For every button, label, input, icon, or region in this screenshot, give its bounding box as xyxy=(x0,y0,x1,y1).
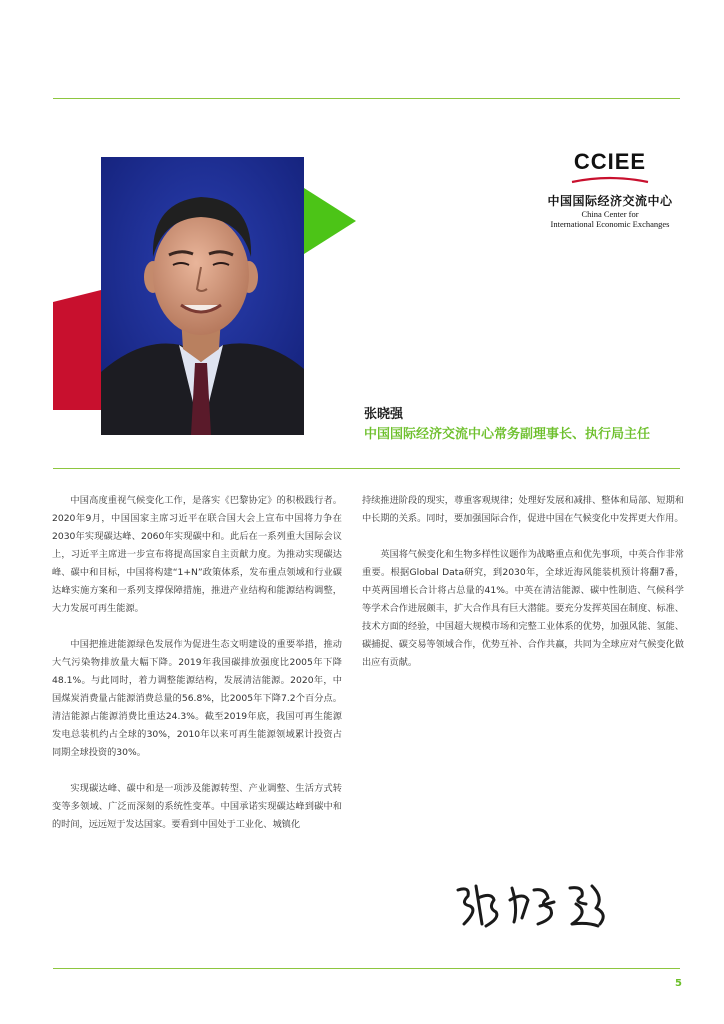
bottom-divider xyxy=(53,968,680,969)
person-name: 张晓强 xyxy=(364,407,404,422)
logo-acronym: CCIEE xyxy=(573,149,647,174)
body-column-left xyxy=(52,492,342,852)
body-paragraph: 实现碳达峰、碳中和是一项涉及能源转型、产业调整、生活方式转变等多领域、广泛而深刻的系统性变革。中国承诺实现碳达峰到碳中和的时间，远远短于发达国家。要看到中国处于工业化、城镇化 xyxy=(52,783,342,830)
body-column-right xyxy=(362,492,684,690)
logo-swoosh xyxy=(570,176,650,184)
red-triangle-decoration xyxy=(53,290,101,410)
body-paragraph: 中国把推进能源绿色发展作为促进生态文明建设的重要举措，推动大气污染物排放量大幅下降。2019年我国碳排放强度比2005年下降48.1%。与此同时，着力调整能源结构，发展清洁能源。2020年，中国煤炭消费量占能源消费总量的56.8%，比2005年下降7.2个百分点。清洁能源占能源消费比重达24.3%。截至2019年底，我国可再生能源发电总装机约占全球的30%，2010年以来可再生能源领域累计投资占同期全球投资的30%。 xyxy=(52,639,342,758)
green-triangle-decoration xyxy=(304,188,356,254)
portrait-photo xyxy=(101,157,304,435)
body-paragraph: 持续推进阶段的现实，尊重客观规律；处理好发展和减排、整体和局部、短期和中长期的关系。同时，要加强国际合作，促进中国在气候变化中发挥更大作用。 xyxy=(362,495,684,524)
logo-name-en-line2: International Economic Exchanges xyxy=(550,219,670,229)
handwritten-signature xyxy=(448,878,618,933)
top-divider xyxy=(53,98,680,99)
logo-name-en-line1: China Center for xyxy=(581,209,639,219)
body-paragraph: 英国将气候变化和生物多样性议题作为战略重点和优先事项，中英合作非常重要。根据Global Data研究，到2030年，全球近海风能装机预计将翻7番，中英两国增长合计将占总量的41%。中英在清洁能源、碳中性制造、气候科学等学术合作进展颇丰，扩大合作具有巨大潜能。要充分发挥英国在制度、标准、技术方面的经验，中国超大规模市场和完整工业体系的优势，加强风能、氢能、碳捕捉、碳交易等领域合作，优势互补、合作共赢，共同为全球应对气候变化做出应有贡献。 xyxy=(362,549,684,668)
person-title: 中国国际经济交流中心常务副理事长、执行局主任 xyxy=(364,427,651,442)
cciee-logo xyxy=(540,150,680,229)
section-divider xyxy=(53,468,680,469)
page-number: 5 xyxy=(675,978,682,989)
logo-name-cn: 中国国际经济交流中心 xyxy=(547,194,673,208)
body-paragraph: 中国高度重视气候变化工作，是落实《巴黎协定》的积极践行者。2020年9月，中国国家主席习近平在联合国大会上宣布中国将力争在2030年实现碳达峰、2060年实现碳中和。此后在一系列重大国际会议上，习近平主席进一步宣布将提高国家自主贡献力度。为推动实现碳达峰、碳中和目标，中国将构建“1+N”政策体系，发布重点领域和行业碳达峰实施方案和一系列支撑保障措施，推进产业结构和能源结构调整，大力发展可再生能源。 xyxy=(52,495,342,614)
